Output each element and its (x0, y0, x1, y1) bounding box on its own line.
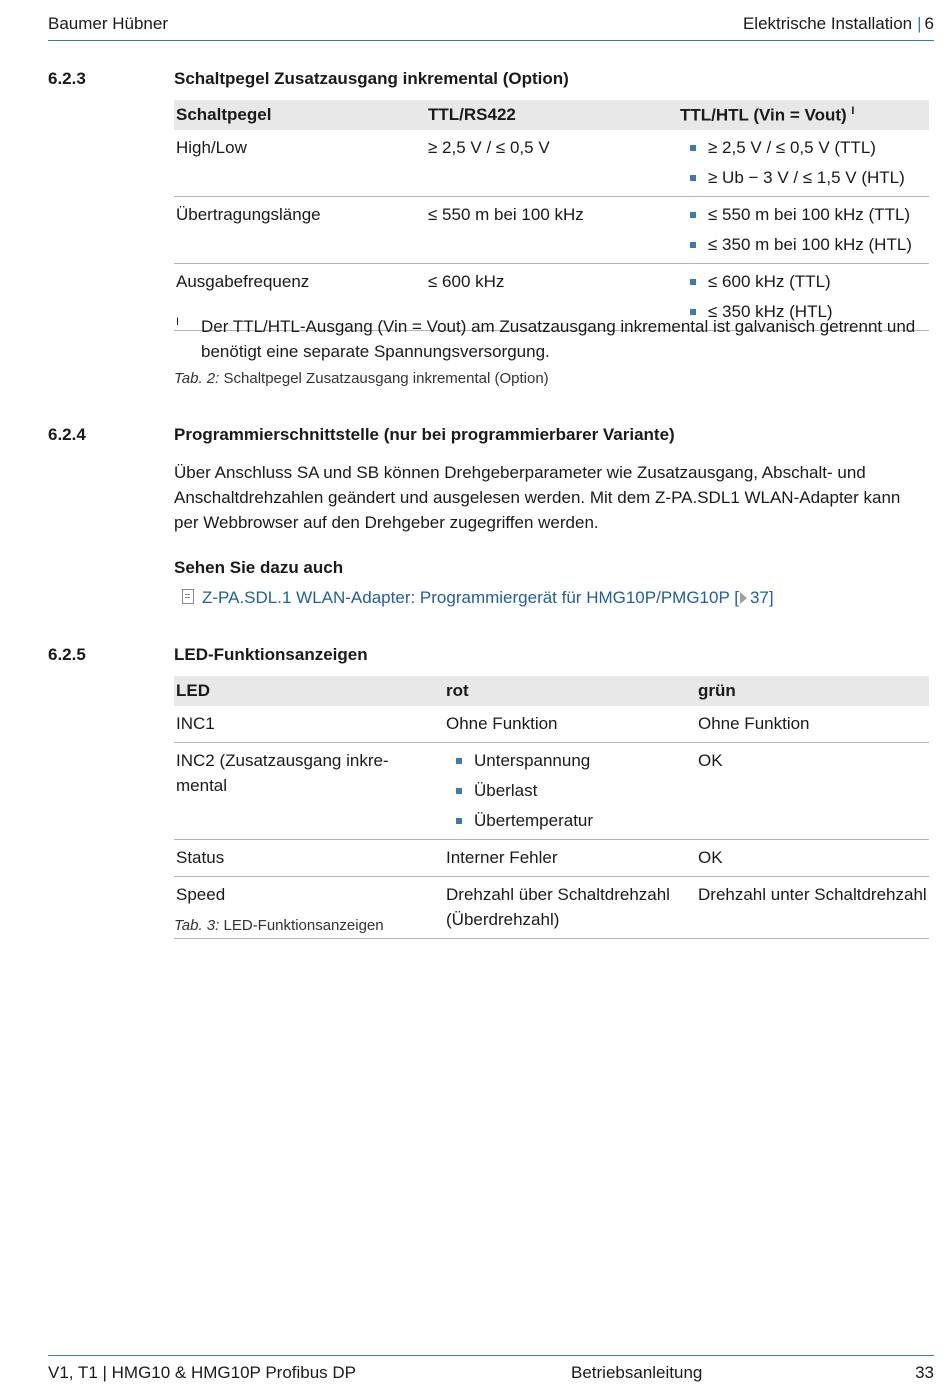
page-number: 33 (915, 1363, 934, 1382)
table-header-cell: Schaltpegel (174, 100, 426, 130)
caption-label: Tab. 3: (174, 917, 220, 934)
table-caption (174, 370, 549, 387)
footnote-text: Der TTL/HTL-Ausgang (Vin = Vout) am Zusatzausgang inkremental ist galvanisch getrennt und benötigt eine separate Spannungsversorgung. (201, 317, 916, 361)
bullet-list (680, 202, 927, 257)
arrow-right-icon (740, 592, 747, 604)
list-item (446, 808, 694, 833)
bullet-square-icon (690, 279, 696, 285)
table-header-cell: rot (444, 676, 696, 706)
header-section: Elektrische Installation (742, 14, 913, 33)
caption-text: Schaltpegel Zusatzausgang inkremental (Option) (223, 370, 549, 387)
table-cell: Status (174, 840, 444, 877)
table-header-row (174, 676, 929, 706)
table-row (174, 130, 929, 197)
page-footer (48, 1355, 934, 1388)
link-page-number[interactable]: 37 (749, 588, 769, 607)
table-row (174, 197, 929, 264)
table-cell: INC1 (174, 706, 444, 743)
list-item (680, 232, 927, 257)
section-number: 6.2.5 (48, 645, 86, 664)
table-cell: Speed (174, 877, 444, 939)
table-header-cell: grün (696, 676, 929, 706)
bullet-square-icon (690, 242, 696, 248)
list-item (680, 202, 927, 227)
list-item (680, 165, 927, 190)
table-header-cell: TTL/RS422 (426, 100, 678, 130)
table-cell: OK (696, 840, 929, 877)
footnote-mark: I (851, 104, 855, 117)
section-number: 6.2.3 (48, 69, 86, 88)
link-bracket-open: [ (734, 588, 739, 607)
table-cell (678, 197, 929, 264)
table-footnote (174, 314, 929, 364)
bullet-square-icon (690, 212, 696, 218)
table-cell: ≤ 550 m bei 100 kHz (426, 197, 678, 264)
header-chapter-number: 6 (924, 14, 934, 33)
table-cell: Übertragungslänge (174, 197, 426, 264)
list-item-text: Übertemperatur (474, 811, 594, 830)
table-cell: Drehzahl unter Schaltdrehzahl (696, 877, 929, 939)
table-cell: Ausgabefrequenz (174, 264, 426, 331)
footer-doc-type: Betriebsanleitung (571, 1363, 703, 1382)
list-item-text: Unterspannung (474, 751, 591, 770)
bullet-square-icon (456, 788, 462, 794)
footnote-mark: I (176, 316, 180, 328)
header-cell-text: TTL/HTL (Vin = Vout) (680, 105, 847, 125)
header-chapter (743, 14, 934, 34)
caption-text: LED-Funktionsanzeigen (223, 917, 384, 934)
list-item (680, 135, 927, 160)
bullet-square-icon (456, 818, 462, 824)
table-cell: Ohne Funktion (696, 706, 929, 743)
section-number: 6.2.4 (48, 425, 86, 444)
table-cell: ≤ 600 kHz (426, 264, 678, 331)
link-bracket-close: ] (768, 588, 774, 607)
document-icon (182, 589, 194, 604)
table-cell: Ohne Funktion (444, 706, 696, 743)
bullet-list (446, 748, 694, 833)
table-cell: Drehzahl über Schaltdrehzahl (Überdrehzahl) (444, 877, 696, 939)
table-row (174, 840, 929, 877)
table-cell: High/Low (174, 130, 426, 197)
table-header-cell (678, 100, 929, 130)
caption-label: Tab. 2: (174, 370, 220, 387)
table-cell (678, 130, 929, 197)
see-also-heading: Sehen Sie dazu auch (174, 558, 344, 577)
list-item-text: Überlast (474, 781, 538, 800)
bullet-list (680, 135, 927, 190)
page-header (48, 12, 934, 41)
switching-level-table (174, 100, 929, 331)
table-caption (174, 917, 384, 934)
table-cell: OK (696, 743, 929, 840)
section-title: LED-Funktionsanzeigen (174, 645, 368, 664)
footer-document: V1, T1 | HMG10 & HMG10P Profibus DP (48, 1363, 357, 1382)
body-paragraph: Über Anschluss SA und SB können Drehgeberparameter wie Zusatzausgang, Abschalt- und Anschaltdrehzahlen geändert und ausgelesen werden. Mit dem Z-PA.SDL1 WLAN-Adapter kann per Webbrowser auf den Drehgeber zugegriffen werden. (174, 463, 901, 532)
list-item (680, 269, 927, 294)
list-item-text: ≥ 2,5 V / ≤ 0,5 V (TTL) (708, 138, 876, 157)
table-header-cell: LED (174, 676, 444, 706)
bullet-square-icon (456, 758, 462, 764)
section-title: Schaltpegel Zusatzausgang inkremental (Option) (174, 69, 569, 88)
table-cell: ≥ 2,5 V / ≤ 0,5 V (426, 130, 678, 197)
list-item (446, 748, 694, 773)
table-row (174, 706, 929, 743)
header-company: Baumer Hübner (48, 14, 169, 33)
list-item-text: ≤ 350 kHz (HTL) (708, 302, 833, 321)
table-cell (444, 743, 696, 840)
table-header-row (174, 100, 929, 130)
list-item-text: ≤ 550 m bei 100 kHz (TTL) (708, 205, 911, 224)
list-item-text: ≤ 600 kHz (TTL) (708, 272, 831, 291)
table-cell: Interner Fehler (444, 840, 696, 877)
led-table (174, 676, 929, 939)
header-divider: | (917, 14, 922, 33)
cross-reference-link[interactable] (182, 588, 774, 608)
table-cell: INC2 (Zusatzausgang inkre-mental (174, 743, 444, 840)
list-item (446, 778, 694, 803)
table-row (174, 743, 929, 840)
link-text[interactable]: Z-PA.SDL.1 WLAN-Adapter: Programmiergerät für HMG10P/PMG10P (202, 588, 730, 607)
section-title: Programmierschnittstelle (nur bei programmierbarer Variante) (174, 425, 675, 444)
list-item-text: ≤ 350 m bei 100 kHz (HTL) (708, 235, 912, 254)
list-item-text: ≥ Ub − 3 V / ≤ 1,5 V (HTL) (708, 168, 905, 187)
bullet-square-icon (690, 175, 696, 181)
bullet-square-icon (690, 145, 696, 151)
